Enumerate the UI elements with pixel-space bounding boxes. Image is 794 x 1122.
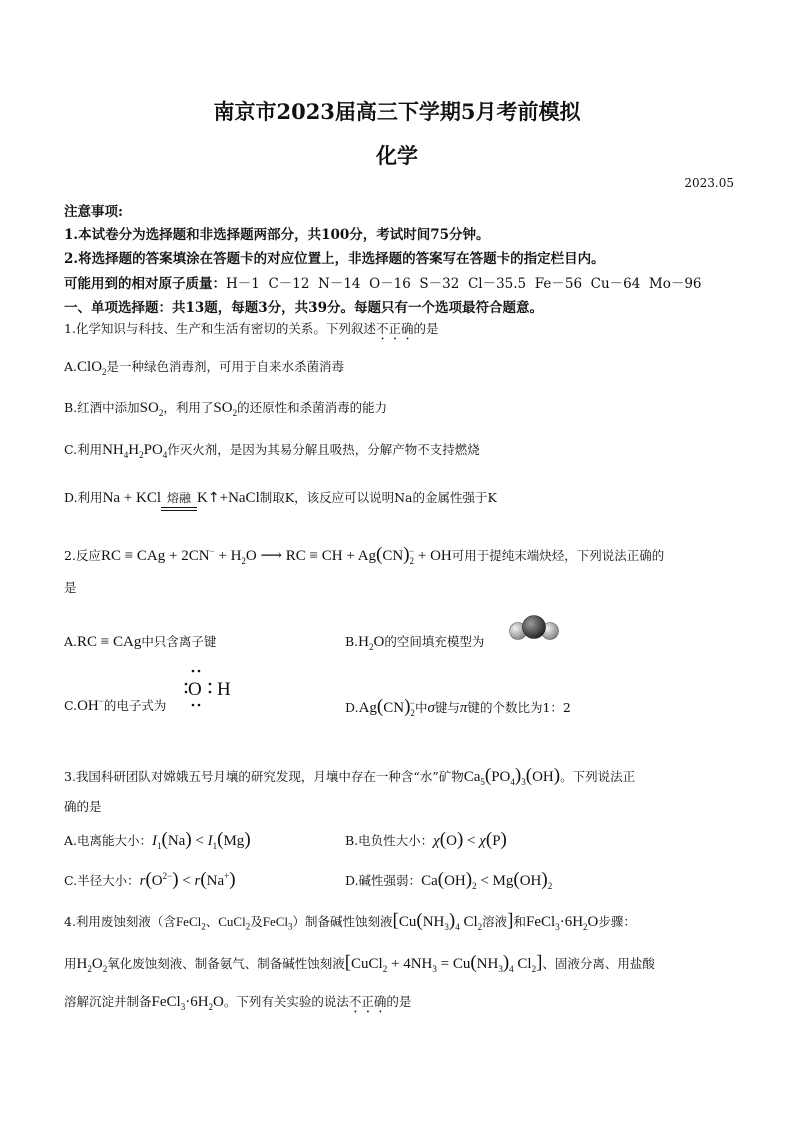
q4-l3-text-b: 。下列有关实验的说法 <box>223 994 349 1009</box>
q4-fecl3-hydrate: $FeCl_3\cdot 6H_2O$ <box>526 914 599 932</box>
q3-d-expression: $Ca(OH)_2 < Mg(OH)_2$ <box>421 869 553 891</box>
q2-c-text: 的电子式为 <box>103 698 167 713</box>
q1-stem-emphasis: 不正确 <box>375 321 414 336</box>
q3-b-label: B.电负性大小： <box>345 833 434 848</box>
svg-text:H: H <box>217 679 231 700</box>
q3-c-label: C.半径大小： <box>64 873 140 888</box>
q1-option-b <box>64 398 387 418</box>
q4-l1-text-b: ）制备碱性蚀刻液 <box>292 914 393 929</box>
q2-equation: RC ≡ CAg + $2CN^- + H_2O$ ⟶ RC ≡ CH + $Ag(CN)_2^-$ + OH <box>100 544 452 566</box>
q1-stem-tail: 的是 <box>413 321 439 336</box>
q2-c-formula: OH− <box>77 696 104 714</box>
section-1-heading: 一、单项选择题：共13题，每题3分，共39分。每题只有一个选项最符合题意。 <box>64 300 543 316</box>
q3-option-b <box>345 829 507 851</box>
q1-d-condition-arrow <box>161 491 197 511</box>
q4-l1-text-a: 4.利用废蚀刻液（含 <box>64 914 176 929</box>
q2-option-d <box>345 696 571 718</box>
q2-d-mid1: 中 <box>414 700 428 715</box>
exam-title: 南京市2023届高三下学期5月考前模拟 <box>213 99 581 124</box>
q1-option-d <box>64 478 497 511</box>
q2-b-label: B. <box>345 634 359 649</box>
notice-item-1: 1.本试卷分为选择题和非选择题两部分，共100分，考试时间75分钟。 <box>64 227 490 243</box>
notice-heading: 注意事项: <box>64 204 123 220</box>
q1-b-mid: ，利用了 <box>163 400 214 415</box>
q2-d-mid2: 键与 <box>434 700 460 715</box>
q2-stem-label: 2.反应 <box>64 548 101 563</box>
q3-a-expression: $I_1(Na) < I_1(Mg)$ <box>152 829 251 851</box>
q2-option-a <box>64 632 216 651</box>
q1-stem <box>64 319 438 343</box>
exam-subject: 化学 <box>376 143 418 168</box>
q2-d-formula: $Ag(CN)_2^-$ <box>358 696 415 718</box>
q4-line-3 <box>64 992 411 1016</box>
q1-a-label: A. <box>64 359 78 374</box>
q1-a-text: 是一种绿色消毒剂，可用于自来水杀菌消毒 <box>106 359 345 374</box>
q4-l2-text-c: 、固液分离、用盐酸 <box>542 956 655 971</box>
q3-stem-tail: 。下列说法正 <box>560 769 636 784</box>
q2-d-text: 键的个数比为1：2 <box>467 700 571 715</box>
q1-stem-text: 1.化学知识与科技、生产和生活有密切的关系。下列叙述 <box>64 321 376 336</box>
q1-c-label: C.利用 <box>64 442 103 457</box>
q4-line-2 <box>64 952 655 974</box>
q4-l2-text-b: 氧化废蚀刻液、制备氨气、制备碱性蚀刻液 <box>107 956 345 971</box>
q3-mineral-formula: $Ca_5(PO_4)_3(OH)$ <box>463 765 561 787</box>
q4-l1-sep1: 、 <box>205 914 219 929</box>
q1-c-text: 作灭火剂，是因为其易分解且吸热，分解产物不支持燃烧 <box>167 442 480 457</box>
q4-l3-emphasis: 不正确 <box>348 994 387 1009</box>
q2-a-text: 中只含离子键 <box>141 634 217 649</box>
q1-d-products: K↑+NaCl <box>197 490 260 506</box>
q3-stem-text: 3.我国科研团队对嫦娥五号月壤的研究发现，月壤中存在一种含“水”矿物 <box>64 769 464 784</box>
q4-l2-text-a: 用 <box>64 956 77 971</box>
q2-d-label: D. <box>345 700 359 715</box>
q3-option-d <box>345 869 552 891</box>
q4-line-1 <box>64 910 636 932</box>
q4-cucl2: CuCl$_2$ <box>218 914 251 932</box>
q4-l1-sep2: 及 <box>250 914 263 929</box>
q2-option-b <box>345 632 484 652</box>
q2-stem-line2: 是 <box>64 580 77 595</box>
q4-h2o2: $H_2O_2$ <box>76 956 108 974</box>
q3-option-a <box>64 829 251 851</box>
q1-d-condition: 熔融 <box>167 491 192 505</box>
notice-item-2: 2.将选择题的答案填涂在答题卡的对应位置上，非选择题的答案写在答题卡的指定栏目内。 <box>64 251 605 267</box>
q2-stem-text: 可用于提纯末端炔烃，下列说法正确的 <box>451 548 665 563</box>
atomic-masses-values: H－1 C－12 N－14 O－16 S－32 Cl－35.5 Fe－56 Cu－64 Mo－96 <box>226 276 702 292</box>
exam-date: 2023.05 <box>684 176 734 190</box>
q1-b-text: 的还原性和杀菌消毒的能力 <box>237 400 388 415</box>
q1-b-formula-2: $SO_2$ <box>213 400 238 418</box>
q4-l1-text-c: 步骤： <box>598 914 636 929</box>
q1-d-label: D.利用 <box>64 490 103 505</box>
q2-d-sigma: σ <box>427 700 435 716</box>
q4-l1-solution: 溶液 <box>482 914 508 929</box>
hydroxide-electron-dot-formula <box>183 666 243 710</box>
q1-d-text: 制取K，该反应可以说明Na的金属性强于K <box>259 490 497 505</box>
q3-option-c <box>64 869 236 891</box>
q3-b-expression: χ(O) < χ(P) <box>433 829 507 850</box>
water-space-filling-model <box>505 614 563 644</box>
q1-b-label: B.红酒中添加 <box>64 400 140 415</box>
atomic-masses <box>64 272 702 292</box>
q1-option-c <box>64 440 480 460</box>
q1-c-formula: $NH_4H_2PO_4$ <box>102 442 168 460</box>
q2-b-formula: $H_2O$ <box>358 634 385 652</box>
q1-option-a <box>64 357 344 377</box>
q4-fecl3-hydrate-2: $FeCl_3\cdot 6H_2O$ <box>151 994 224 1012</box>
q2-a-formula: RC ≡ CAg <box>77 634 142 650</box>
q2-d-pi: π <box>459 700 468 716</box>
q4-l3-text-c: 的是 <box>386 994 412 1009</box>
q4-l3-text-a: 溶解沉淀并制备 <box>64 994 152 1009</box>
q1-a-formula: ClO$_2$ <box>77 359 107 377</box>
q1-d-equals-sign <box>161 507 197 511</box>
q4-etchant-equation: [CuCl$_2$ + $4NH_3 = Cu(NH_3)_4$ $Cl_2$] <box>344 952 543 974</box>
q1-d-reactants: Na + KCl <box>102 490 162 506</box>
q1-b-formula-1: $SO_2$ <box>139 400 164 418</box>
q3-a-label: A.电离能大小： <box>64 833 153 848</box>
q2-stem <box>64 544 664 566</box>
q2-b-text: 的空间填充模型为 <box>384 634 485 649</box>
q3-d-label: D.碱性强弱： <box>345 873 422 888</box>
q4-l1-bracket: ] <box>507 910 514 931</box>
q3-c-expression: $r(O^{2-}) < r(Na^+)$ <box>139 869 236 890</box>
q2-a-label: A. <box>64 634 78 649</box>
q3-stem-line2: 确的是 <box>64 799 102 814</box>
q4-l1-and: 和 <box>513 914 527 929</box>
q4-etchant-formula: [$Cu(NH_3)_4$ $Cl_2$ <box>392 910 483 932</box>
q2-c-label: C. <box>64 698 78 713</box>
q3-stem <box>64 765 635 787</box>
q4-fecl2: FeCl$_2$ <box>175 914 206 932</box>
oxygen-atom <box>523 616 546 639</box>
atomic-masses-label: 可能用到的相对原子质量： <box>64 276 226 292</box>
svg-text:O: O <box>188 679 202 700</box>
q4-fecl3: FeCl$_3$ <box>262 914 293 932</box>
q2-option-c <box>64 696 166 715</box>
